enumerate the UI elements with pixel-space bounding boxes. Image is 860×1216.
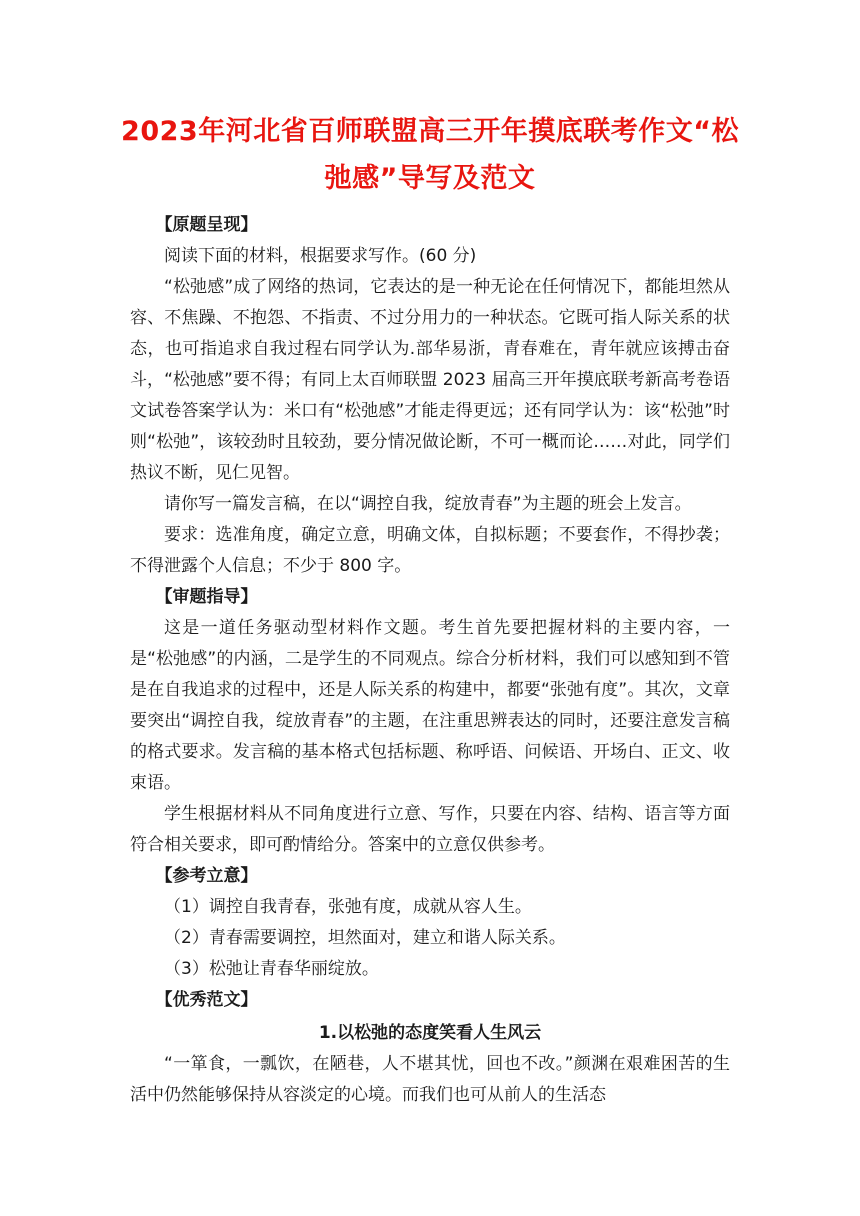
list-item: （2）青春需要调控，坦然面对，建立和谐人际关系。 (164, 928, 566, 948)
section-heading-guidance: 【审题指导】 (155, 587, 258, 607)
section-heading-essay: 【优秀范文】 (155, 990, 258, 1010)
paragraph: “松弛感”成了网络的热词，它表达的是一种无论在任何情况下，都能坦然从容、不焦躁、不抱怨、不指责、不过分用力的一种状态。它既可指人际关系的状态，也可指追求自我过程右同学认为.部华易浙，青春难在，青年就应该搏击奋斗，“松弛感”要不得；有同上太百师联盟 2023 届高三开年摸底联考新高考卷语文试卷答案学认为：米口有“松弛感”才能走得更远；还有同学认为：该“松弛”时则“松弛”，该较劲时且较劲，要分情况做论断，不可一概而论……对此，同学们热议不断，见仁见智。 (130, 277, 730, 483)
paragraph: 这是一道任务驱动型材料作文题。考生首先要把握材料的主要内容，一是“松弛感”的内涵，二是学生的不同观点。综合分析材料，我们可以感知到不管是在自我追求的过程中，还是人际关系的构建中，都要“张弛有度”。其次，文章要突出“调控自我，绽放青春”的主题，在注重思辨表达的同时，还要注意发言稿的格式要求。发言稿的基本格式包括标题、称呼语、问候语、开场白、正文、收束语。 (130, 618, 730, 793)
essay-title: 1.以松弛的态度笑看人生风云 (318, 1023, 542, 1043)
paragraph: 请你写一篇发言稿，在以“调控自我，绽放青春”为主题的班会上发言。 (164, 494, 692, 514)
document-body (130, 210, 730, 1111)
paragraph: 要求：选准角度，确定立意，明确文体，自拟标题；不要套作，不得抄袭；不得泄露个人信息；不少于 800 字。 (130, 525, 730, 576)
section-heading-original: 【原题呈现】 (155, 215, 258, 235)
section-heading-ideas: 【参考立意】 (155, 866, 258, 886)
list-item: （1）调控自我青春，张弛有度，成就从容人生。 (164, 897, 532, 917)
document-title: 2023年河北省百师联盟高三开年摸底联考作文“松弛感”导写及范文 (121, 116, 739, 194)
paragraph: 学生根据材料从不同角度进行立意、写作，只要在内容、结构、语言等方面符合相关要求，即可酌情给分。答案中的立意仅供参考。 (130, 804, 730, 855)
paragraph: 阅读下面的材料，根据要求写作。(60 分) (164, 246, 477, 266)
paragraph: “一箪食，一瓢饮，在陋巷，人不堪其忧，回也不改。”颜渊在艰难困苦的生活中仍然能够保持从容淡定的心境。而我们也可从前人的生活态 (130, 1054, 730, 1105)
list-item: （3）松弛让青春华丽绽放。 (164, 959, 379, 979)
